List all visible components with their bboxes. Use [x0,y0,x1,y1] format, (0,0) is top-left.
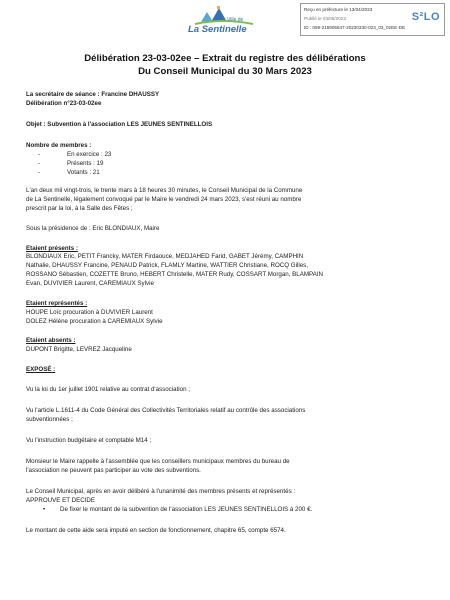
presents-line: Nathalie, DHAUSSY Francine, PENAUD Patrick, FLAMLY Martine, WATTIER Christiane, ROCQ Gilles, [26,262,308,269]
members-present: Présents : 19 [67,160,104,167]
secretary: La secrétaire de séance : Francine DHAUSSY [26,91,160,98]
mayor-reminder-line: l'association ne peuvent pas participer au vote des subventions. [26,467,201,474]
members-in-office: En exercice : 23 [67,151,112,158]
stamp-id: ID : 059-215905647-20230330-023_03_02EE-DE [304,25,406,30]
intro-line: prescrit par la loi, à la Salle des Fêtes ; [26,205,133,212]
approve-decide: APPROUVE ET DECIDE [26,497,95,504]
decision-bullet: • [43,506,46,513]
article-l1611: Vu l'article L.1611-4 du Code Général des Collectivités Territoriales relatif au contrôle des associations [26,407,306,414]
stamp-published: Publié le 03/05/2023 [304,16,346,21]
prefecture-stamp [300,3,445,36]
council-decision: Le Conseil Municipal, après en avoir délibéré à l'unanimité des membres présents et représentés : [26,488,296,495]
represented-line: DOLEZ Hélène procuration à CAREMIAUX Sylvie [26,318,163,325]
members-heading: Nombre de membres : [26,142,92,149]
presidency: Sous la présidence de : Eric BLONDIAUX, Maire [26,225,160,232]
document-title-line1: Délibération 23-03-02ee – Extrait du registre des délibérations [84,53,366,64]
members-item-bullet: - [38,160,41,167]
stamp-brand: S²LO [411,11,440,23]
mayor-reminder-line: Monsieur le Maire rappelle à l'assemblée que les conseillers municipaux membres du bureau de [26,458,290,465]
budget-imputation: Le montant de cette aide sera imputé en section de fonctionnement, chapitre 65, compte 6574. [26,527,286,534]
presents-line: ROSSANO Sébastien, COZETTE Bruno, HEBERT Christelle, MATER Rudy, COSSART Morgan, BLAMPAIN [26,271,323,278]
expose-heading: EXPOSÉ : [26,366,56,373]
subject: Objet : Subvention à l'association LES JEUNES SENTINELLOIS [26,121,213,128]
intro-line: de La Sentinelle, légalement convoqué par le Maire le vendredi 24 mars 2023, s'est réuni au nombre [26,196,302,203]
presents-line: Evan, DUVIVIER Laurent, CAREMIAUX Sylvie [26,280,154,287]
members-item-bullet: - [38,151,41,158]
document-title-line2: Du Conseil Municipal du 30 Mars 2023 [138,66,312,77]
logo-town-name: La Sentinelle [188,24,247,35]
stamp-received: Reçu en préfecture le 13/04/2023 [304,7,373,12]
logo-small-text: Ville de [227,17,244,23]
absent-heading: Etaient absents : [26,337,76,344]
presents-line: BLONDIAUX Eric, PETIT Francky, MATER Firdaouce, MEDJAHED Farid, GABET Jérémy, CAMPHIN [26,253,304,260]
represented-heading: Etaient représentés : [26,300,88,307]
article-l1611-cont: subventionnées ; [26,416,73,423]
represented-line: HOUPE Loïc procuration à DUVIVIER Laurent [26,309,153,316]
members-voting: Votants : 21 [67,169,100,176]
presents-heading: Etaient présents : [26,245,78,252]
instruction-m14: Vu l'instruction budgétaire et comptable M14 ; [26,437,152,444]
subsidy-amount: De fixer le montant de la subvention de l'association LES JEUNES SENTINELLOIS à 200 €. [60,506,313,513]
absent-line: DUPONT Brigitte, LEVREZ Jacqueline [26,346,132,353]
deliberation-number: Délibération n°23-03-02ee [26,100,102,107]
members-item-bullet: - [38,169,41,176]
law-1901: Vu la loi du 1er juillet 1901 relative au contrat d'association ; [26,386,190,393]
intro-line: L'an deux mil vingt-trois, le trente mars à 18 heures 30 minutes, le Conseil Municipal de la Commune [26,187,303,194]
